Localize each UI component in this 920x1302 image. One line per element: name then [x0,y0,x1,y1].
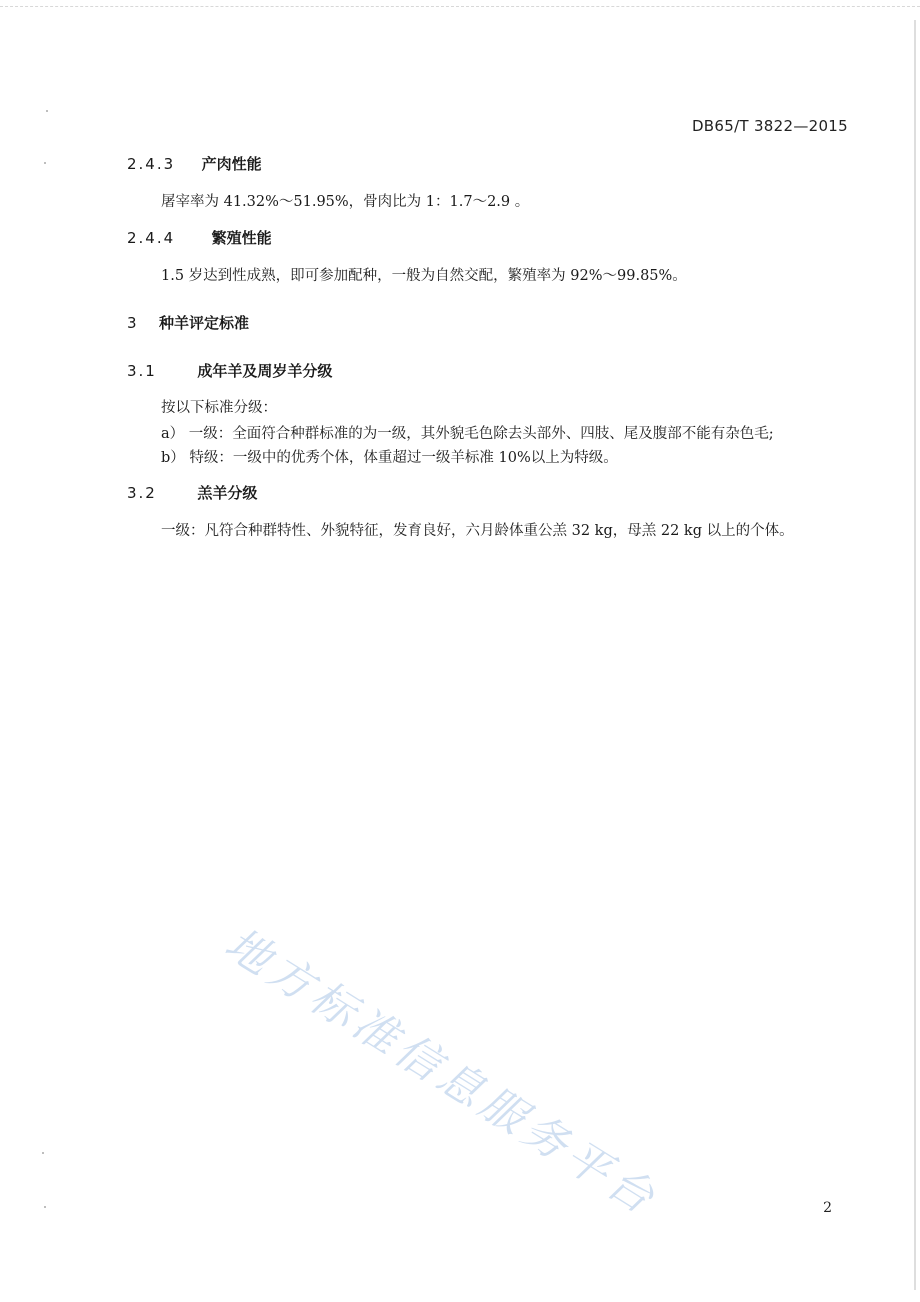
paragraph-lamb-grading: 一级：凡符合种群特性、外貌特征，发育良好，六月龄体重公羔 32 kg，母羔 22 kg 以上的个体。 [161,523,794,539]
section-title: 成年羊及周岁羊分级 [197,362,333,380]
scan-speck [44,1206,46,1208]
scan-speck [42,1152,44,1154]
scan-edge-top [0,0,920,7]
section-number: 2.4.4 [127,229,176,247]
section-title: 产肉性能 [201,155,262,173]
document-code: DB65/T 3822—2015 [691,117,848,135]
section-heading-2-4-4 [127,227,272,248]
section-heading-3 [127,312,249,333]
list-item-grade-a: a） 一级：全面符合种群标准的为一级，其外貌毛色除去头部外、四肢、尾及腹部不能有杂色毛; [161,426,774,442]
page-number: 2 [823,1200,832,1216]
section-title: 种羊评定标准 [159,314,250,332]
section-heading-3-1 [127,360,332,381]
section-number: 3 [127,314,139,332]
watermark-text: 地方标准信息服务平台 [216,918,668,1227]
paragraph-breeding-performance: 1.5 岁达到性成熟，即可参加配种，一般为自然交配，繁殖率为 92%～99.85%。 [161,268,687,284]
section-number: 2.4.3 [127,155,176,173]
section-heading-3-2 [127,482,257,503]
scan-speck [46,110,48,112]
scan-edge-right [913,20,916,1290]
section-heading-2-4-3 [127,153,262,174]
section-number: 3.2 [127,484,157,502]
paragraph-meat-performance: 屠宰率为 41.32%～51.95%，骨肉比为 1：1.7～2.9 。 [161,194,530,210]
list-item-grade-b: b） 特级：一级中的优秀个体，体重超过一级羊标准 10%以上为特级。 [161,450,618,466]
section-title: 繁殖性能 [211,229,272,247]
scan-speck [44,162,46,164]
section-title: 羔羊分级 [197,484,258,502]
paragraph-grading-intro: 按以下标准分级： [161,400,277,416]
section-number: 3.1 [127,362,157,380]
